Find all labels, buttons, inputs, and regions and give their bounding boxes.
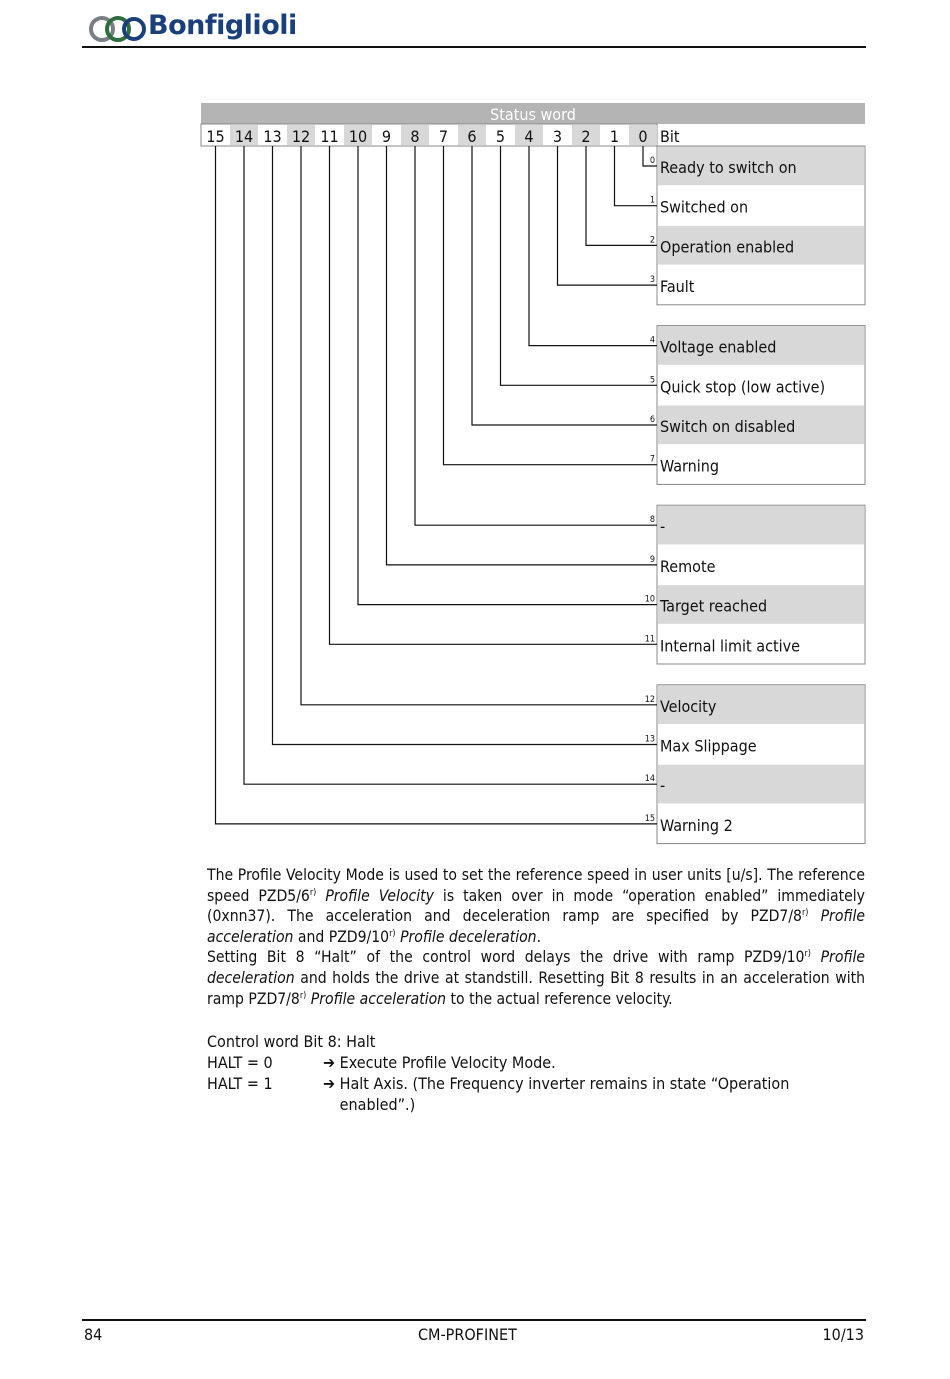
bit-description: Voltage enabled (660, 337, 777, 357)
bit-header-cell: 11 (320, 127, 339, 146)
bit-description: Target reached (660, 596, 768, 616)
bit-description: - (660, 776, 666, 796)
bit-index-label: 12 (644, 694, 655, 705)
bit-header-cell: 0 (638, 127, 648, 146)
bit-connector-line (586, 146, 657, 245)
control-word-heading: Control word Bit 8: Halt (207, 1032, 376, 1051)
bit-connector-line (501, 146, 658, 385)
bit-index-label: 3 (649, 275, 655, 286)
bit-description: Switched on (660, 197, 749, 217)
bit-connector-line (216, 146, 658, 824)
bit-description: Internal limit active (660, 636, 800, 656)
brand-name: Bonfiglioli (148, 10, 297, 41)
bit-header-cell: 3 (552, 127, 563, 146)
halt-row-1: HALT = 1 ➔ Halt Axis. (The Frequency inverter remains in state “Operation enabled”.) (207, 1074, 790, 1114)
bit-row-shade (658, 765, 864, 804)
control-word-section (207, 1031, 865, 1115)
bit-index-label: 15 (644, 813, 655, 824)
bit-index-label: 2 (649, 235, 655, 246)
bit-index-label: 4 (649, 335, 655, 346)
bit-description: Fault (660, 277, 695, 297)
bit-description: Switch on disabled (660, 417, 796, 436)
bit-description: Warning (660, 456, 720, 476)
bit-header-cell: 14 (234, 127, 254, 146)
document-name: CM-PROFINET (418, 1325, 517, 1344)
bit-index-label: 11 (644, 634, 655, 645)
bit-connector-line (273, 146, 658, 745)
paragraph-2: Setting Bit 8 “Halt” of the control word delays the drive with ramp PZD9/10$^{r)}$ Profile deceleration and holds the drive at standstill. Resetting Bit 8 results in an acceleration with ramp PZD7/8$^{r)}$ Profile acceleration to the actual reference velocity. (207, 948, 865, 1008)
bit-index-label: 8 (649, 515, 655, 526)
bit-row-shade (658, 506, 864, 545)
bit-header-cell: 5 (495, 127, 506, 146)
bit-header-cell: 7 (438, 127, 449, 146)
bit-description: Warning 2 (660, 815, 733, 835)
bit-index-label: 14 (644, 774, 655, 785)
bit-connector-line (387, 146, 658, 565)
arrow-right-icon: ➔ (323, 1074, 336, 1093)
bit-header-cell: 8 (410, 127, 420, 146)
bit-connector-line (358, 146, 657, 605)
bit-header-cell: 6 (467, 127, 477, 146)
bit-connector-line (330, 146, 658, 644)
bit-index-label: 5 (649, 375, 655, 386)
bit-index-label: 13 (644, 734, 655, 745)
bit-index-label: 7 (649, 454, 655, 465)
bit-column-label: Bit (660, 127, 680, 146)
diagram-title: Status word (490, 105, 576, 124)
bit-header-cell: 13 (263, 127, 282, 146)
bit-index-label: 1 (649, 195, 655, 206)
bit-description: - (660, 517, 666, 537)
bit-connector-line (558, 146, 658, 285)
bit-index-label: 10 (644, 594, 655, 605)
page-number: 84 (84, 1325, 103, 1344)
bit-index-label: 6 (649, 415, 655, 425)
bit-connector-line (415, 146, 657, 525)
bit-header-cell: 1 (609, 127, 620, 146)
bit-description: Quick stop (low active) (660, 377, 826, 397)
bit-header-cell: 4 (524, 127, 534, 146)
document-date: 10/13 (822, 1325, 864, 1344)
bit-connector-line (444, 146, 658, 465)
halt-row-0: HALT = 0 ➔ Execute Profile Velocity Mode. (207, 1053, 556, 1072)
page-footer (82, 1319, 866, 1344)
bit-header-cell: 9 (381, 127, 392, 146)
paragraph-1: The Profile Velocity Mode is used to set the reference speed in user units [u/s]. The reference speed PZD5/6$^{r)}$ Profile Velocity is taken over in mode “operation enabled” immediately (0xnn37). The acceleration and deceleration ramp are specified by PZD7/8$^{r)}$ Profile acceleration and PZD9/10$^{r)}$ Profile deceleration. (207, 866, 865, 946)
arrow-right-icon: ➔ (323, 1053, 336, 1072)
bit-description: Ready to switch on (660, 158, 797, 177)
bit-index-label: 9 (649, 554, 655, 565)
bit-header-cell: 12 (291, 127, 311, 146)
bit-header-cell: 15 (206, 127, 225, 146)
description-text (207, 865, 865, 1009)
bit-description: Operation enabled (660, 237, 795, 257)
bit-description: Velocity (660, 696, 717, 716)
bit-description: Remote (660, 556, 716, 576)
bit-description: Max Slippage (660, 736, 757, 756)
bit-header-cell: 10 (348, 127, 368, 146)
bit-header-cell: 2 (581, 127, 591, 146)
bit-index-label: 0 (649, 156, 655, 166)
